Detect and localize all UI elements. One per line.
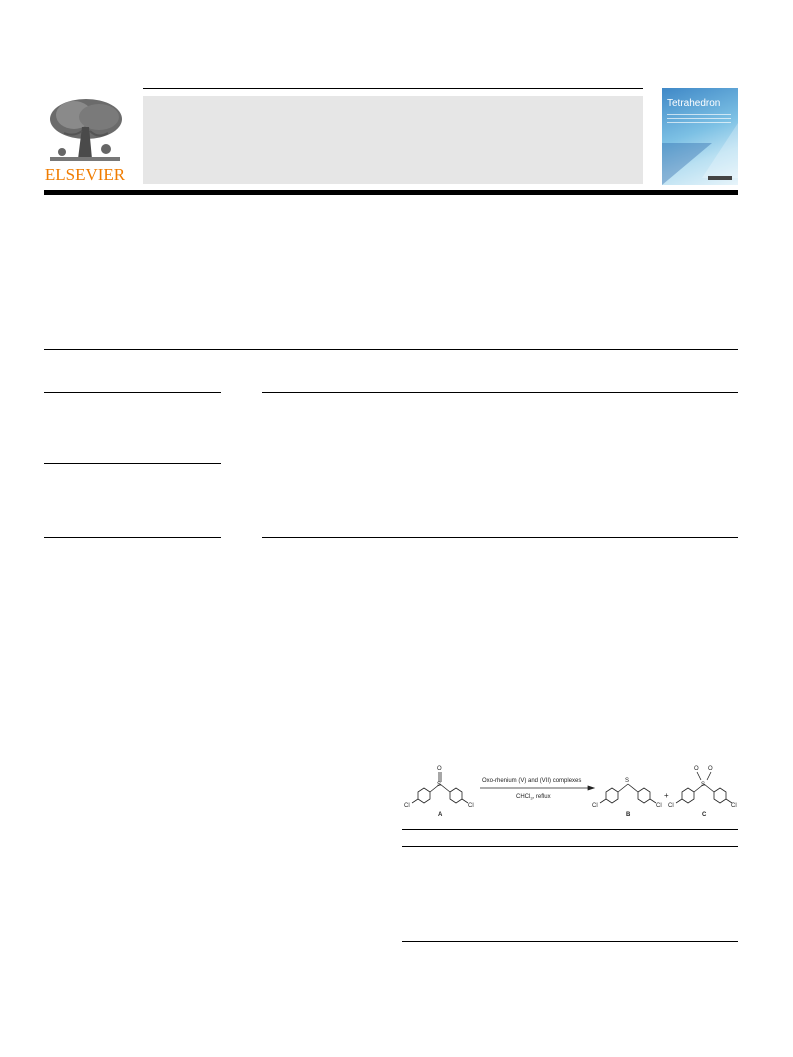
abstract-rule-top (262, 392, 738, 393)
cover-decoration (662, 143, 712, 185)
atom-label: Cl (668, 803, 674, 809)
reaction-scheme (400, 758, 740, 828)
table-rule-top (402, 829, 738, 830)
atom-label: Cl (731, 803, 737, 809)
scheme-conditions: CHCl$_3$, reflux (516, 794, 551, 801)
cover-text-lines (667, 114, 731, 126)
journal-masthead (143, 96, 643, 184)
table-rule-bottom (402, 941, 738, 942)
article-info-rule-1 (44, 392, 221, 393)
elsevier-tree-icon (44, 97, 126, 165)
cover-footer-mark (708, 176, 732, 180)
scheme-reagent: Oxo-rhenium (V) and (VII) complexes (482, 778, 582, 784)
cover-title: Tetrahedron (667, 98, 721, 109)
atom-label: Cl (656, 803, 662, 809)
atom-label: O (437, 766, 442, 772)
abstract-rule-bottom (262, 537, 738, 538)
article-info-rule-3 (44, 537, 221, 538)
compound-label-c: C (702, 812, 707, 818)
elsevier-logo (44, 97, 126, 185)
compound-label-a: A (438, 812, 443, 818)
atom-label: Cl (404, 803, 410, 809)
reaction-scheme-figure (400, 758, 740, 828)
atom-label: S (437, 782, 442, 788)
compound-label-b: B (626, 812, 631, 818)
scheme-plus: + (664, 791, 669, 800)
header-top-rule (143, 88, 643, 89)
atom-label: O (708, 766, 713, 772)
table-rule-header (402, 846, 738, 847)
header-thick-rule (44, 190, 738, 195)
elsevier-wordmark: ELSEVIER (44, 165, 126, 184)
article-info-rule-2 (44, 463, 221, 464)
atom-label: S (625, 778, 630, 784)
journal-cover (662, 88, 738, 185)
atom-label: O (694, 766, 699, 772)
atom-label: S (701, 782, 706, 788)
atom-label: Cl (468, 803, 474, 809)
atom-label: Cl (592, 803, 598, 809)
title-block-rule (44, 349, 738, 350)
